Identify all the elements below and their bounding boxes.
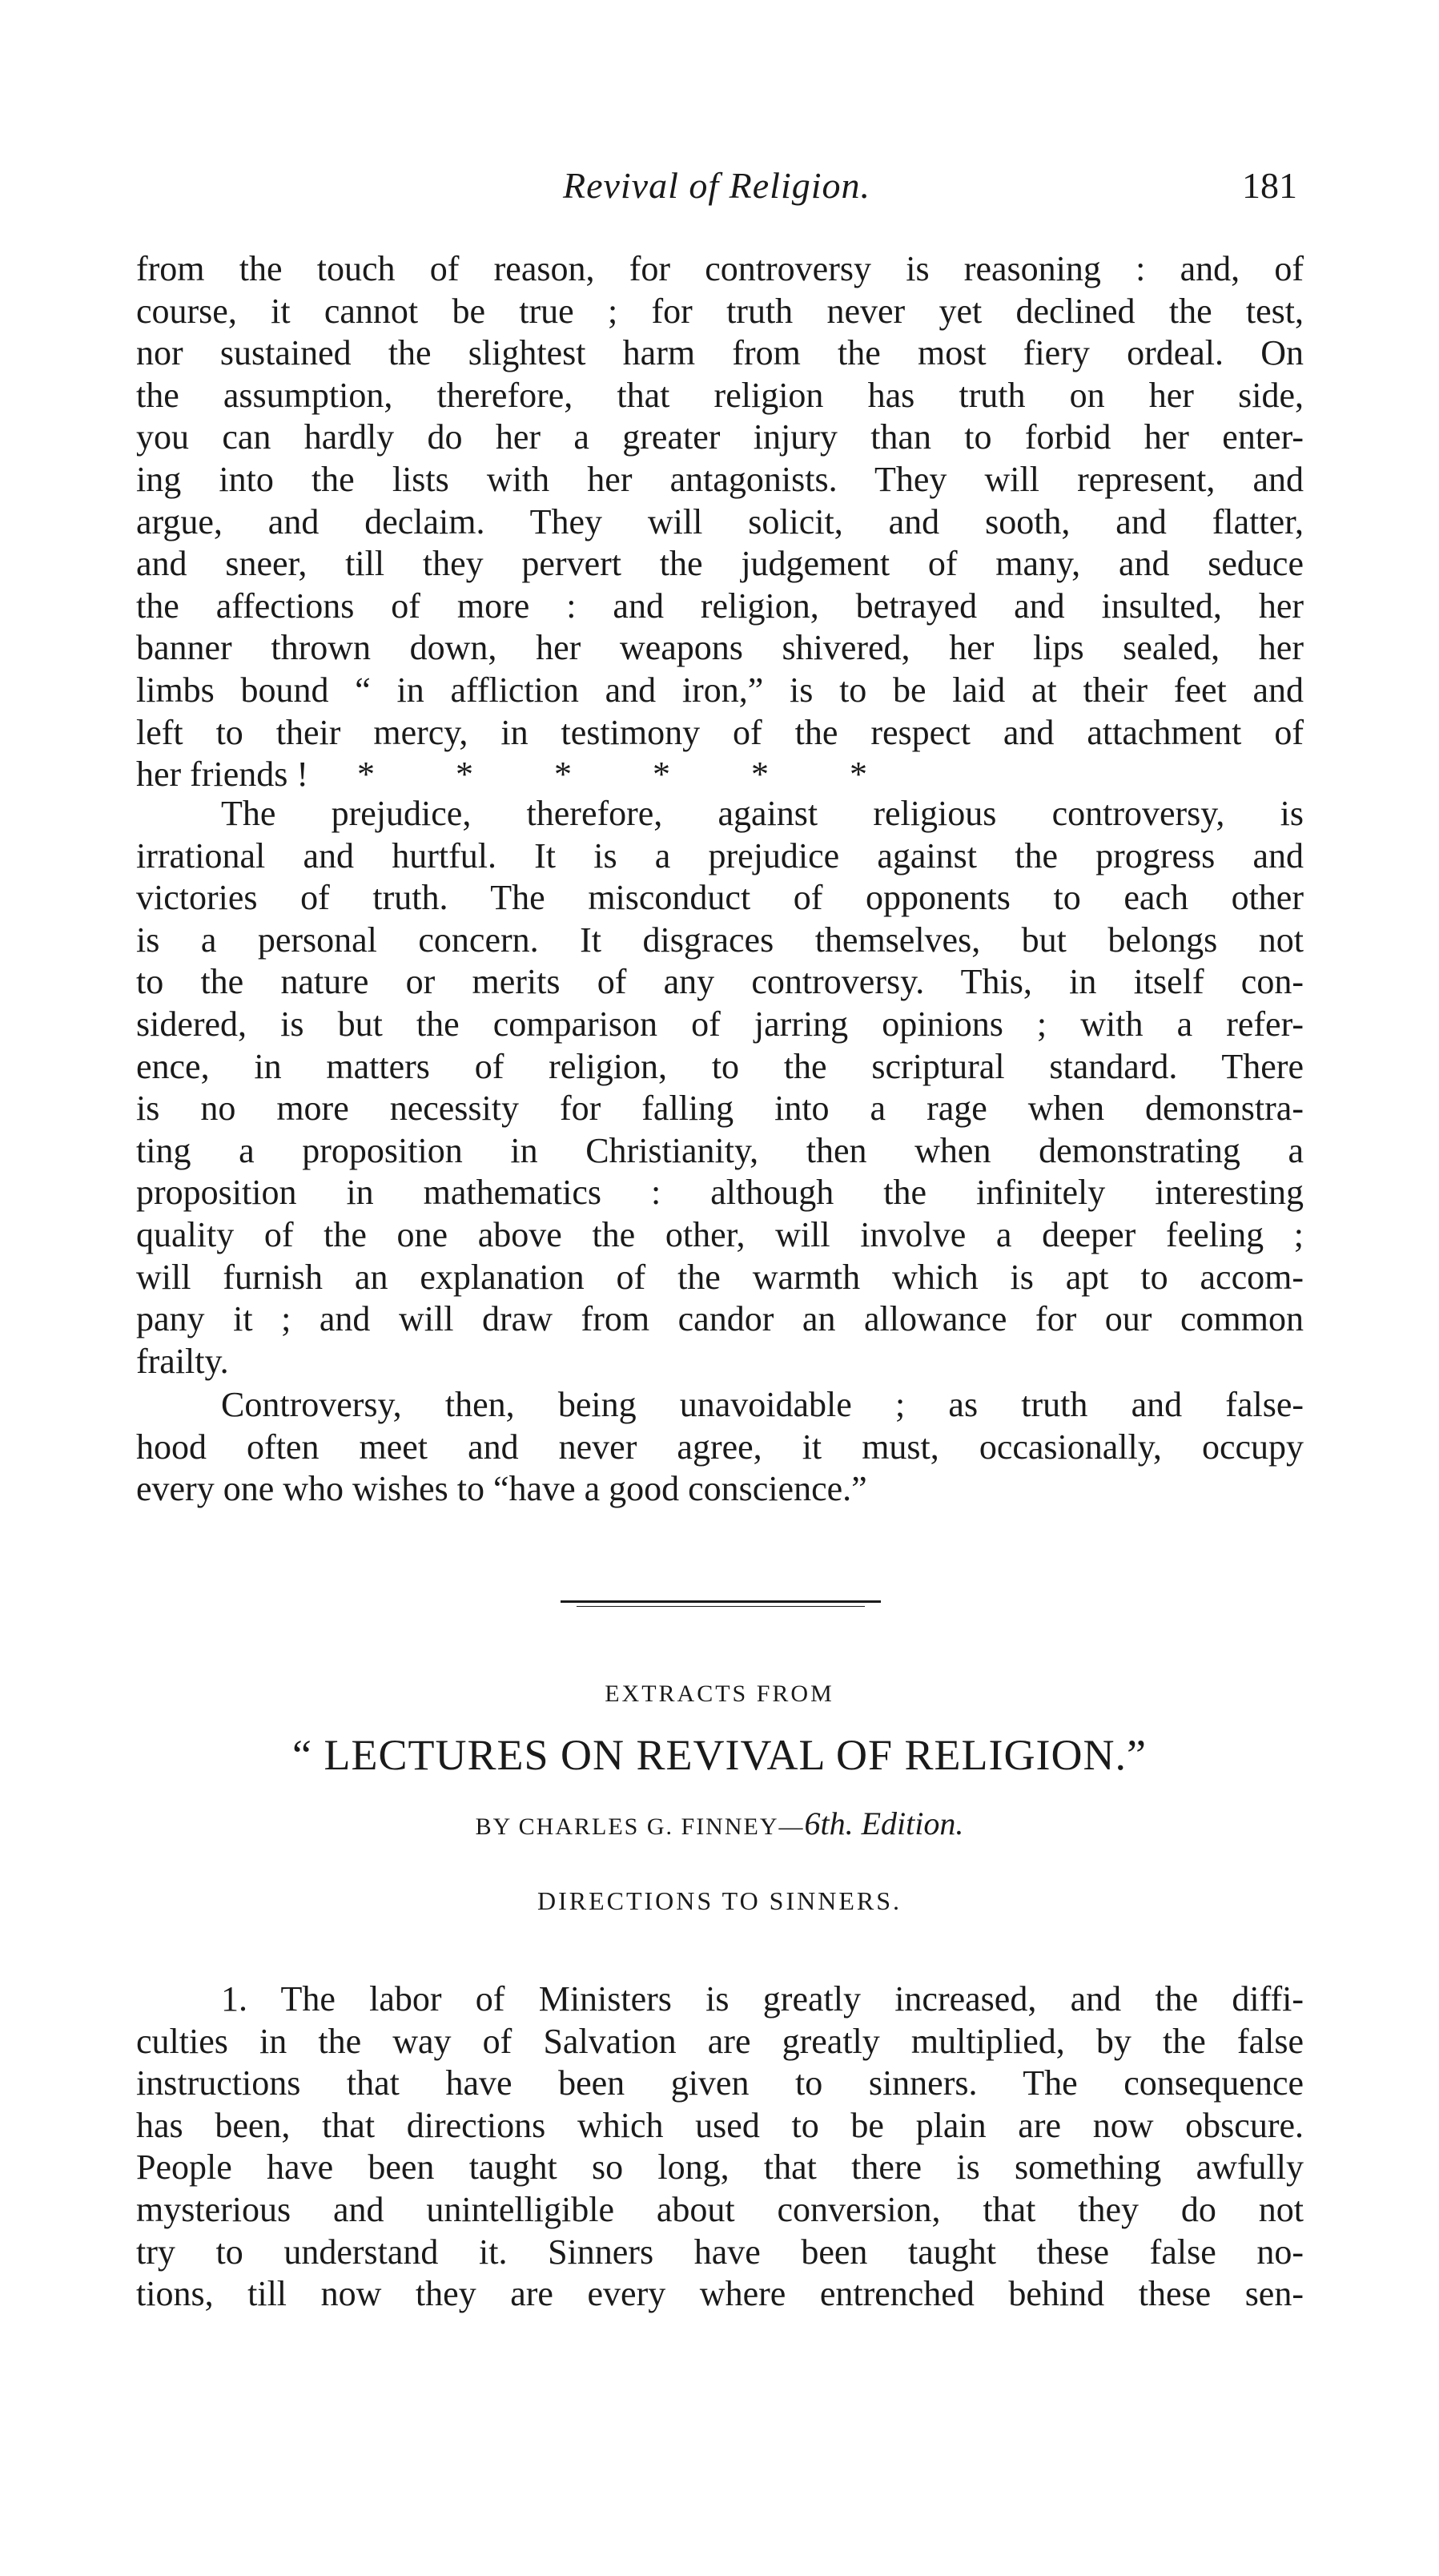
text-line: her friends ! [136, 755, 309, 795]
text-line: will furnish an explanation of the warmth which is apt to accom- [136, 1257, 1304, 1297]
text-line: ence, in matters of religion, to the scriptural standard. There [136, 1046, 1304, 1086]
text-line: sidered, is but the comparison of jarring opinions ; with a refer- [136, 1004, 1304, 1044]
text-line: the affections of more : and religion, betrayed and insulted, her [136, 586, 1304, 626]
text-line: Controversy, then, being unavoidable ; as truth and false- [221, 1385, 1304, 1424]
text-line: argue, and declaim. They will solicit, and sooth, and flatter, [136, 501, 1304, 541]
paragraph-continued [136, 248, 1304, 796]
text-line: course, it cannot be true ; for truth never yet declined the test, [136, 291, 1304, 331]
text-line: 1. The labor of Ministers is greatly increased, and the diffi- [221, 1979, 1304, 2019]
text-line: quality of the one above the other, will involve a deeper feeling ; [136, 1214, 1304, 1254]
text-line: left to their mercy, in testimony of the respect and attachment of [136, 712, 1304, 752]
text-line: People have been taught so long, that there is something awfully [136, 2147, 1304, 2188]
extracts-label: EXTRACTS FROM [605, 1680, 834, 1707]
text-line: every one who wishes to “have a good conscience.” [136, 1469, 867, 1509]
text-line: is no more necessity for falling into a rage when demonstra- [136, 1089, 1304, 1129]
byline-edition: 6th. Edition. [804, 1805, 964, 1841]
paragraph-prejudice [136, 793, 1304, 1383]
text-line: The prejudice, therefore, against religious controversy, is [221, 794, 1304, 833]
text-line: irrational and hurtful. It is a prejudice against the progress and [136, 835, 1304, 875]
text-line: you can hardly do her a greater injury than to forbid her enter- [136, 417, 1304, 457]
text-line: ing into the lists with her antagonists. They will represent, and [136, 459, 1304, 499]
text-line: from the touch of reason, for controversy is reasoning : and, of [136, 249, 1304, 288]
text-line: mysterious and unintelligible about conversion, that they do not [136, 2189, 1304, 2229]
text-line: culties in the way of Salvation are greatly multiplied, by the false [136, 2021, 1304, 2061]
paragraph-controversy [136, 1384, 1304, 1511]
text-line: ting a proposition in Christianity, then when demonstrating a [136, 1130, 1304, 1170]
text-line: instructions that have been given to sinners. The consequence [136, 2063, 1304, 2103]
text-line: limbs bound “ in affliction and iron,” is to be laid at their feet and [136, 670, 1304, 710]
page-number: 181 [1242, 165, 1297, 206]
paragraph-directions [136, 1978, 1304, 2316]
text-line-with-asterism [136, 754, 1304, 796]
text-line: nor sustained the slightest harm from the most fiery ordeal. On [136, 333, 1304, 373]
section-heading: DIRECTIONS TO SINNERS. [537, 1886, 902, 1915]
running-title: Revival of Religion. [562, 165, 871, 206]
text-line: frailty. [136, 1341, 229, 1381]
text-line: tions, till now they are every where entrenched behind these sen- [136, 2274, 1304, 2314]
text-line: has been, that directions which used to be plain are now obscure. [136, 2105, 1304, 2145]
extract-title: “ LECTURES ON REVIVAL OF RELIGION.” [292, 1731, 1147, 1779]
text-line: to the nature or merits of any controversy. This, in itself con- [136, 962, 1304, 1002]
asterism: * * * * * * [357, 755, 868, 795]
text-line: victories of truth. The misconduct of opponents to each other [136, 878, 1304, 918]
text-line: try to understand it. Sinners have been taught these false no- [136, 2232, 1304, 2272]
text-line: pany it ; and will draw from candor an allowance for our common [136, 1299, 1304, 1339]
running-head [136, 164, 1297, 220]
byline [0, 1805, 1439, 1842]
text-line: banner thrown down, her weapons shivered, her lips sealed, her [136, 628, 1304, 668]
text-line: proposition in mathematics : although the infinitely interesting [136, 1173, 1304, 1213]
text-line: is a personal concern. It disgraces themselves, but belongs not [136, 920, 1304, 960]
section-divider [561, 1600, 881, 1603]
text-line: hood often meet and never agree, it must, occasionally, occupy [136, 1427, 1304, 1467]
text-line: and sneer, till they pervert the judgement of many, and seduce [136, 544, 1304, 584]
byline-author: BY CHARLES G. FINNEY— [475, 1813, 805, 1840]
text-line: the assumption, therefore, that religion has truth on her side, [136, 375, 1304, 415]
